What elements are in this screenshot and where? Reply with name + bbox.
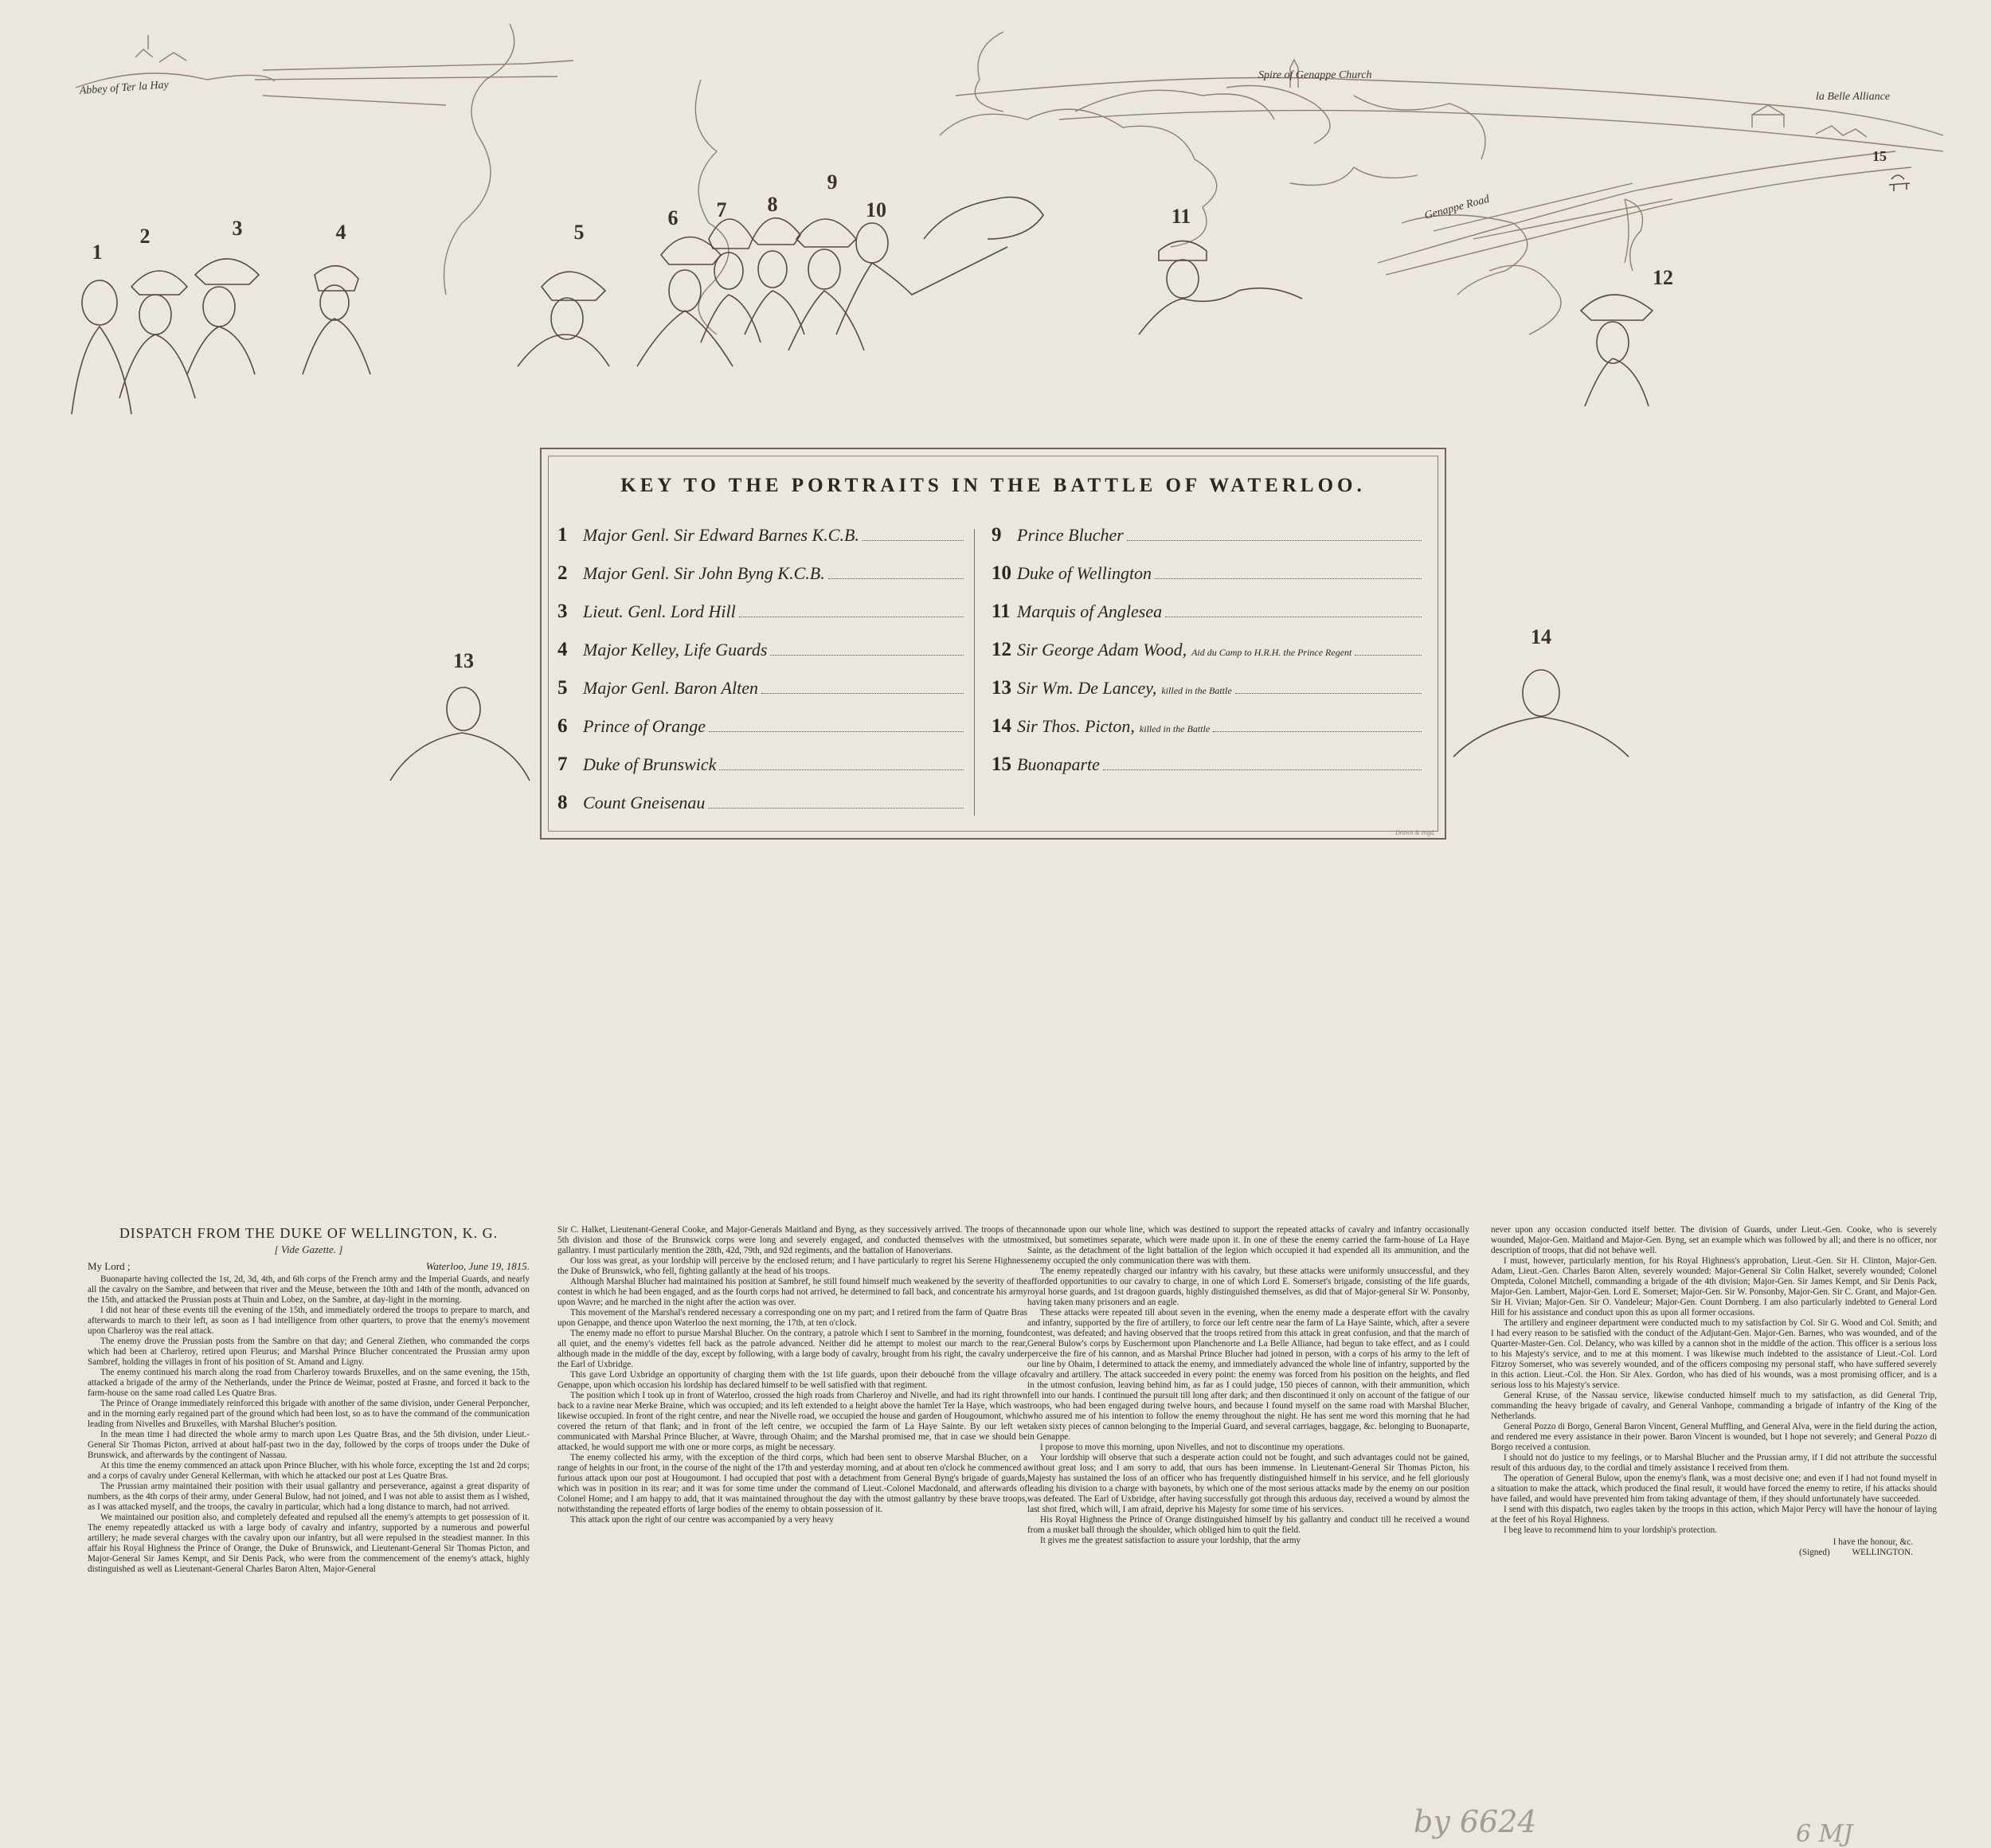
paragraph: I should not do justice to my feelings, or to Marshal Blucher and the Prussian army, if I did not attribute the successful result of this arduous day, to the cordial and timely assistance I received from them. — [1491, 1452, 1937, 1473]
key-entry — [992, 562, 1422, 601]
key-entry — [557, 562, 964, 601]
key-name: Prince of Orange — [583, 716, 706, 736]
paragraph: In the mean time I had directed the whole army to march upon Les Quatre Bras, and the 5th division, under Lieut.-General Sir Thomas Picton, arrived at about half-past two in the day, followed by the corps of troops under the Duke of Brunswick, and afterwards by the contingent of Nassau. — [88, 1429, 530, 1460]
number-11: 11 — [1171, 205, 1191, 228]
key-name: Major Kelley, Life Guards — [583, 640, 768, 660]
dispatch-source: [ Vide Gazette. ] — [274, 1243, 343, 1255]
key-entry — [992, 601, 1422, 639]
number-1: 1 — [92, 241, 103, 264]
key-number: 8 — [557, 792, 568, 813]
key-number: 15 — [992, 754, 1011, 775]
key-entry — [557, 715, 964, 754]
paragraph: The enemy made no effort to pursue Marshal Blucher. On the contrary, a patrole which I sent to Sambref in the morning, found all quiet, and the enemy's videttes fell back as the patrole advanced. Neither did he attempt to molest our march to the rear, although made in the middle of the day, except by following, with a large body of cavalry, brought from his right, the cavalry under the Earl of Uxbridge. — [557, 1328, 1027, 1369]
paragraph: The operation of General Bulow, upon the enemy's flank, was a most decisive one; and even if I had not found myself in a situation to make the attack, which produced the final result, it would have forced the enemy to retire, if his attacks should have failed, and would have prevented him from taking advantage of them, if they should unfortunately have succeeded. — [1491, 1473, 1937, 1504]
leader-dots — [1355, 640, 1422, 656]
number-10: 10 — [866, 198, 886, 221]
leader-dots — [708, 793, 964, 808]
key-name: Lieut. Genl. Lord Hill — [583, 601, 736, 621]
leader-dots — [761, 679, 964, 694]
key-number: 3 — [557, 601, 568, 622]
leader-dots — [1165, 602, 1422, 617]
number-3: 3 — [232, 217, 243, 240]
dispatch-date: Waterloo, June 19, 1815. — [425, 1259, 530, 1272]
key-entry — [557, 524, 964, 562]
dispatch-column-2 — [557, 1225, 1027, 1525]
key-number: 1 — [557, 524, 568, 546]
key-column-right — [992, 524, 1422, 792]
genappe-road-label: Genappe Road — [1423, 193, 1491, 222]
paragraph: Although Marshal Blucher had maintained his position at Sambref, he still found himself much weakened by the severity of the contest in which he had been engaged, and as the fourth corps had not arrived, he determined to fall back, and concentrate his army upon Wavre; and he marched in the night after the action was over. — [557, 1276, 1027, 1307]
paragraph: His Royal Highness the Prince of Orange distinguished himself by his gallantry and conduct till he received a wound from a musket ball through the shoulder, which obliged him to quit the field. — [1027, 1514, 1469, 1535]
key-note: killed in the Battle — [1139, 723, 1211, 734]
key-number: 5 — [557, 677, 568, 699]
abbey-label: Abbey of Ter la Hay — [79, 79, 170, 97]
paragraph: The enemy collected his army, with the exception of the third corps, which had been sent to observe Marshal Blucher, on a range of heights in our front, in the course of the night of the 17th and yesterday morning, and at about ten o'clock he commenced a furious attack upon our post at Hougoumont. I had occupied that post with a detachment from General Byng's brigade of guards, which was in position in its rear; and it was for some time under the command of Lieut.-Colonel Macdonald, and afterwards of Colonel Home; and I am happy to add, that it was maintained throughout the day with the utmost gallantry by these brave troops, notwithstanding the repeated efforts of large bodies of the enemy to obtain possession of it. — [557, 1452, 1027, 1514]
key-name: Buonaparte — [1017, 754, 1100, 774]
key-name: Duke of Brunswick — [583, 754, 717, 774]
key-number: 12 — [992, 639, 1011, 660]
number-14: 14 — [1531, 625, 1551, 648]
paragraph: General Kruse, of the Nassau service, likewise conducted himself much to my satisfaction, as did General Trip, commanding the heavy brigade of cavalry, and General Vanhope, commanding a brigade of infantry of the King of the Netherlands. — [1491, 1390, 1937, 1421]
paragraph: The Prussian army maintained their position with their usual gallantry and perseverance, against a great disparity of numbers, as the 4th corps of their army, under General Bulow, had not joined, and I was not able to assist them as I wished, as I was attacked myself, and the troops, the cavalry in particular, which had a long distance to march, had not arrived. — [88, 1481, 530, 1512]
signature: WELLINGTON. — [1852, 1547, 1913, 1557]
salutation: My Lord ; — [88, 1259, 131, 1272]
key-name: Major Genl. Baron Alten — [583, 678, 758, 698]
key-entry — [992, 715, 1422, 754]
key-entry — [992, 524, 1422, 562]
dispatch-header — [88, 1260, 530, 1272]
key-name: Sir Thos. Picton, — [1017, 716, 1135, 736]
number-9: 9 — [827, 170, 838, 194]
number-13: 13 — [453, 649, 474, 672]
paragraph: We maintained our position also, and completely defeated and repulsed all the enemy's attempts to get possession of it. The enemy repeatedly attacked us with a large body of cavalry and infantry, supported by a numerous and powerful artillery; he made several charges with the cavalry upon our infantry, but all were repulsed in the steadiest manner. In this affair his Royal Highness the Prince of Orange, the Duke of Brunswick, and Lieutenant-General Sir Thomas Picton, and Major-General Sir James Kempt, and Sir Denis Pack, who were from the commencement of the enemy's attack, highly distinguished as well as Lieutenant-General Charles Baron Alten, Major-General — [88, 1512, 530, 1574]
key-entry — [557, 677, 964, 715]
paragraph: Sir C. Halket, Lieutenant-General Cooke, and Major-Generals Maitland and Byng, as they successively arrived. The troops of the 5th division and those of the Brunswick corps were long and severely engaged, and conducted themselves with the utmost gallantry. I must particularly mention the 28th, 42d, 79th, and 92d regiments, and the battalion of Hanoverians. — [557, 1225, 1027, 1255]
key-column-left — [557, 524, 964, 830]
paragraph: Our loss was great, as your lordship will perceive by the enclosed return; and I have particularly to regret his Serene Highness the Duke of Brunswick, who fell, fighting gallantly at the head of his troops. — [557, 1255, 1027, 1276]
dispatch-title: DISPATCH FROM THE DUKE OF WELLINGTON, K. G. — [119, 1225, 499, 1241]
pencil-inventory-note: by 6624 — [1414, 1804, 1537, 1839]
key-name: Sir George Adam Wood, — [1017, 640, 1187, 660]
key-name: Major Genl. Sir Edward Barnes K.C.B. — [583, 525, 859, 545]
belle-alliance-label: la Belle Alliance — [1816, 91, 1891, 103]
key-entry — [557, 639, 964, 677]
signature-line — [1491, 1548, 1937, 1558]
key-name: Major Genl. Sir John Byng K.C.B. — [583, 563, 825, 583]
leader-dots — [719, 755, 964, 770]
key-title: KEY TO THE PORTRAITS IN THE BATTLE OF WATERLOO. — [620, 475, 1366, 496]
leader-dots — [1213, 717, 1422, 732]
number-8: 8 — [767, 193, 778, 216]
portrait-key — [540, 448, 1446, 840]
number-2: 2 — [139, 225, 151, 248]
spire-label: Spire of Genappe Church — [1258, 69, 1372, 81]
key-name: Prince Blucher — [1017, 525, 1124, 545]
key-number: 10 — [992, 562, 1011, 584]
number-7: 7 — [716, 198, 727, 221]
key-name: Marquis of Anglesea — [1017, 601, 1163, 621]
paragraph: cannonade upon our whole line, which was destined to support the repeated attacks of cavalry and infantry occasionally mixed, but sometimes separate, which were made upon it. In one of these the enemy carried the farm-house of La Haye Sainte, as the detachment of the light battalion of the legion which occupied it had expended all its ammunition, and the enemy occupied the only communication there was with them. — [1027, 1225, 1469, 1266]
key-entry — [557, 754, 964, 792]
paragraph: I propose to move this morning, upon Nivelles, and not to discontinue my operations. — [1040, 1442, 1345, 1452]
number-4: 4 — [335, 221, 346, 244]
key-number: 4 — [557, 639, 568, 660]
paragraph: This movement of the Marshal's rendered necessary a corresponding one on my part; and I retired from the farm of Quatre Bras upon Genappe, and thence upon Waterloo the next morning, the 17th, at ten o'clock. — [557, 1307, 1027, 1328]
dispatch-column-1 — [88, 1225, 530, 1575]
leader-dots — [1127, 526, 1422, 541]
leader-dots — [1103, 755, 1422, 770]
paragraph: The Prince of Orange immediately reinforced this brigade with another of the same division, under General Perponcher, and in the morning early regained part of the ground which had been lost, so as to have the command of the communication leading from Nivelles and Bruxelles, with Marshal Blucher's position. — [88, 1398, 530, 1429]
key-name: Sir Wm. De Lancey, — [1017, 678, 1157, 698]
key-entry — [992, 677, 1422, 715]
key-number: 6 — [557, 715, 568, 737]
paragraph: This attack upon the right of our centre was accompanied by a very heavy — [570, 1514, 834, 1525]
key-note: killed in the Battle — [1161, 685, 1232, 696]
paragraph: Your lordship will observe that such a desperate action could not be fought, and such advantages could not be gained, without great loss; and I am sorry to add, that ours has been immense. In Lieutenant-General Sir Thomas Picton, his Majesty has sustained the loss of an officer who has frequently distinguished himself in his service, and he fell gloriously leading his division to a charge with bayonets, by which one of the most serious attacks made by the enemy on our position was defeated. The Earl of Uxbridge, after having successfully got through this arduous day, received a wound by almost the last shot fired, which will, I am afraid, deprive his Majesty for some time of his services. — [1027, 1452, 1469, 1514]
paragraph: I did not hear of these events till the evening of the 15th, and immediately ordered the troops to prepare to march, and afterwards to march to their left, as soon as I had intelligence from other quarters, to prove that the enemy's movement upon Charleroy was the real attack. — [88, 1305, 530, 1336]
paragraph: Buonaparte having collected the 1st, 2d, 3d, 4th, and 6th corps of the French army and the Imperial Guards, and nearly all the cavalry on the Sambre, and between that river and the Meuse, between the 10th and 14th of the month, advanced on the 15th, and attacked the Prussian posts at Thuin and Lobez, on the Sambre, at day-light in the morning. — [88, 1274, 530, 1305]
number-5: 5 — [573, 221, 585, 244]
leader-dots — [828, 564, 964, 579]
key-divider — [974, 529, 975, 816]
key-number: 11 — [992, 601, 1011, 622]
paragraph: I beg leave to recommend him to your lordship's protection. — [1504, 1525, 1717, 1535]
leader-dots — [709, 717, 964, 732]
key-name: Duke of Wellington — [1017, 563, 1152, 583]
leader-dots — [770, 640, 964, 656]
paragraph: The enemy continued his march along the road from Charleroy towards Bruxelles, and on the same evening, the 15th, attacked a brigade of the army of the Netherlands, under the Prince de Weimar, posted at Frasne, and forced it back to the farm-house on the same road called Les Quatre Bras. — [88, 1367, 530, 1398]
signed-label: (Signed) — [1799, 1547, 1830, 1557]
key-number: 14 — [992, 715, 1011, 737]
pencil-mark: 6 MJ — [1796, 1820, 1853, 1848]
signature-block — [1491, 1537, 1937, 1558]
engraver-credit: Drawn & engd. — [1395, 829, 1435, 836]
number-6: 6 — [667, 206, 679, 229]
key-entry — [557, 601, 964, 639]
dispatch-column-4 — [1491, 1225, 1937, 1558]
key-number: 2 — [557, 562, 568, 584]
closing: I have the honour, &c. — [1833, 1537, 1913, 1547]
paragraph: At this time the enemy commenced an attack upon Prince Blucher, with his whole force, excepting the 1st and 2d corps; and a corps of cavalry under General Kellerman, with which he attacked our post at Les Quatre Bras. — [88, 1460, 530, 1481]
number-12: 12 — [1653, 266, 1673, 289]
paragraph: The enemy repeatedly charged our infantry with his cavalry, but these attacks were uniformly unsuccessful, and they afforded opportunities to our cavalry to charge, in one of which Lord E. Somerset's brigade, consisting of the life guards, royal horse guards, and 1st dragoon guards, highly distinguished themselves, as did that of Major-general Sir W. Ponsonby, having taken many prisoners and an eagle. — [1027, 1266, 1469, 1307]
key-note: Aid du Camp to H.R.H. the Prince Regent — [1191, 647, 1352, 658]
paragraph: The enemy drove the Prussian posts from the Sambre on that day; and General Ziethen, who commanded the corps which had been at Charleroy, retired upon Fleurus; and Marshal Prince Blucher concentrated the Prussian army upon Sambref, holding the villages in front of his position of St. Amand and Ligny. — [88, 1336, 530, 1367]
paragraph: General Pozzo di Borgo, General Baron Vincent, General Muffling, and General Alva, were in the field during the action, and rendered me every assistance in their power. Baron Vincent is wounded, but I hope not severely; and General Pozzo di Borgo received a contusion. — [1491, 1421, 1937, 1452]
dispatch-column-3 — [1027, 1225, 1469, 1546]
leader-dots — [1235, 679, 1422, 694]
paragraph: The position which I took up in front of Waterloo, crossed the high roads from Charleroy and Nivelle, and had its right thrown back to a ravine near Merke Braine, which was occupied; and its left extended to a height above the hamlet Ter la Haye, which was likewise occupied. In front of the right centre, and near the Nivelle road, we occupied the house and garden of Hougoumont, which covered the return of that flank; and in front of the left centre, we occupied the farm of La Haye Sainte. By our left we communicated with Marshal Prince Blucher, at Wavre, through Ohaim; and the Marshal promised me, that in case we should be attacked, he would support me with one or more corps, as might be necessary. — [557, 1390, 1027, 1452]
key-name: Count Gneisenau — [583, 793, 706, 812]
paragraph: This gave Lord Uxbridge an opportunity of charging them with the 1st life guards, upon their debouché from the village of Genappe, upon which occasion his lordship has declared himself to be well satisfied with that regiment. — [557, 1369, 1027, 1390]
paragraph: I must, however, particularly mention, for his Royal Highness's approbation, Lieut.-Gen. Sir H. Clinton, Major-Gen. Adam, Lieut.-Gen. Charles Baron Alten, severely wounded: Major-General Sir Colin Halket, severely wounded; Colonel Ompteda, Colonel Mitchell, commanding a brigade of the 4th division; Major-Gen. Sir James Kempt, and Sir Denis Pack, Major-Gen. Lambert, Major-Gen. Lord E. Somerset; Major-Gen. Sir W. Ponsonby, Major-Gen. Sir C. Grant, and Major-Gen. Sir H. Vivian; Major-Gen. Sir O. Vandeleur; Major-Gen. Count Dornberg. I am also particularly indebted to General Lord Hill for his assistance and conduct upon this as upon all former occasions. — [1491, 1255, 1937, 1317]
number-15: 15 — [1872, 148, 1887, 164]
leader-dots — [739, 602, 964, 617]
paragraph: These attacks were repeated till about seven in the evening, when the enemy made a desperate effort with the cavalry and infantry, supported by the fire of artillery, to force our left centre near the farm of La Haye Sainte, which, after a severe contest, was defeated; and having observed that the troops retired from this attack in great confusion, and that the march of General Bulow's corps by Euschermont upon Planchenorte and La Belle Alliance, had begun to take effect, and as I could perceive the fire of his cannon, and as Marshal Prince Blucher had joined in person, with a corps of his army to the left of our line by Ohaim, I determined to attack the enemy, and immediately advanced the whole line of infantry, supported by the cavalry and artillery. The attack succeeded in every point: the enemy was forced from his position on the heights, and fled in the utmost confusion, leaving behind him, as far as I could judge, 150 pieces of cannon, with their ammunition, which fell into our hands. I continued the pursuit till long after dark; and then discontinued it only on account of the fatigue of our troops, who had been engaged during twelve hours, and because I found myself on the same road with Marshal Blucher, who assured me of his intention to follow the enemy throughout the night. He has sent me word this morning that he had taken sixty pieces of cannon belonging to the Imperial Guard, and several carriages, baggage, &c. belonging to Buonaparte, in Genappe. — [1027, 1307, 1469, 1442]
key-entry — [992, 639, 1422, 677]
key-number: 13 — [992, 677, 1011, 699]
key-number: 9 — [992, 524, 1002, 546]
key-entry — [992, 754, 1422, 792]
paragraph: never upon any occasion conducted itself better. The division of Guards, under Lieut.-Gen. Cooke, who is severely wounded, Major-Gen. Maitland and Major-Gen. Byng, set an example which was followed by all; and there is no officer, nor description of troops, that did not behave well. — [1491, 1225, 1937, 1255]
key-number: 7 — [557, 754, 568, 775]
leader-dots — [1155, 564, 1422, 579]
leader-dots — [863, 526, 964, 541]
paragraph: It gives me the greatest satisfaction to assure your lordship, that the army — [1040, 1535, 1301, 1545]
paragraph: The artillery and engineer department were conducted much to my satisfaction by Col. Sir G. Wood and Col. Smith; and I had every reason to be satisfied with the conduct of the Adjutant-Gen. Major-Gen. Barnes, who was wounded, and of the Quarter-Master-Gen. Col. Delancy, who was killed by a cannon shot in the middle of the action. This officer is a serious loss to his Majesty's service, and to me at this moment. I was likewise much indebted to the assistance of Lieut.-Col. Lord Fitzroy Somerset, who was severely wounded, and of the officers composing my personal staff, who have suffered severely in this action. Lieut.-Col. the Hon. Sir Alex. Gordon, who has died of his wounds, was a most promising officer, and is a serious loss to his Majesty's service. — [1491, 1317, 1937, 1390]
paragraph: I send with this dispatch, two eagles taken by the troops in this action, which Major Percy will have the honour of laying at the feet of his Royal Highness. — [1491, 1504, 1937, 1525]
key-entry — [557, 792, 964, 830]
